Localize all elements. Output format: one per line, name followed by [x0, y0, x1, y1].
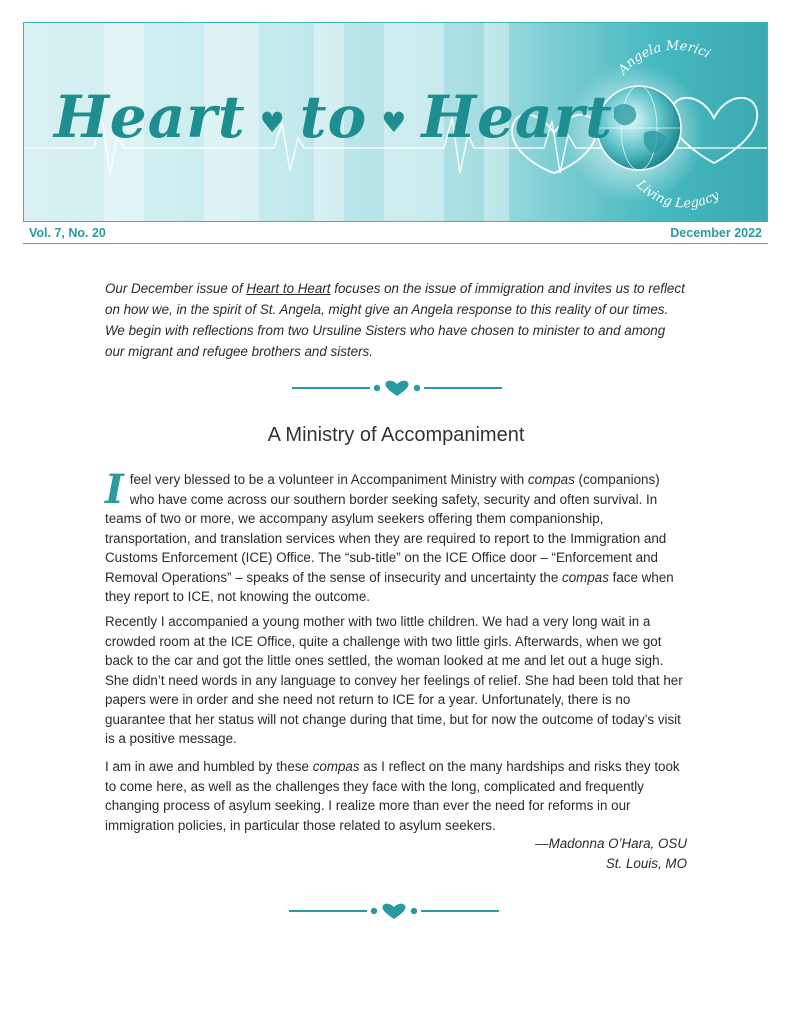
- p1-text-b: (companions) who have come across our southern border seeking safety, security and often survival. In teams of two or more, we accompany asylum seekers offering them companionship, transportation, and translation services when they are required to report to the Immigration and Customs Enforcement (ICE) Office. The “sub-title” on the ICE Office door – “Enforcement and Removal Operations” – speaks of the sense of insecurity and uncertainty the: [105, 472, 667, 585]
- article-title: A Ministry of Accompaniment: [267, 424, 525, 446]
- author-signature: [535, 834, 687, 874]
- heart-icon: ♥: [259, 105, 286, 139]
- article-paragraph-3: [105, 757, 687, 835]
- signature-place: St. Louis, MO: [605, 856, 687, 871]
- newsletter-title: [54, 83, 613, 151]
- masthead-banner: [23, 22, 768, 222]
- p1-text-a: feel very blessed to be a volunteer in Accompaniment Ministry with: [129, 472, 528, 487]
- intro-title-link: Heart to Heart: [246, 281, 331, 296]
- title-word-heart-2: Heart: [421, 83, 613, 151]
- volume-number: Vol. 7, No. 20: [29, 226, 106, 240]
- heart-icon: [382, 904, 405, 919]
- banner-arc-bottom-text: Living Legacy: [632, 177, 722, 212]
- article-paragraph-1: [105, 466, 687, 607]
- signature-name: —Madonna O’Hara, OSU: [535, 836, 687, 851]
- p3-text-b: as I reflect on the many hardships and risks they took to come here, as well as the challenges they face with the long, complicated and frequently changing process of asylum seeking. I realize more than ever the need for reforms in our immigration policies, in particular those related to asylum seekers.: [105, 759, 680, 833]
- drop-cap: I: [105, 466, 124, 513]
- p1-emphasis-2: compas: [562, 569, 609, 585]
- p3-emphasis: compas: [312, 759, 360, 774]
- article-paragraph-2: Recently I accompanied a young mother with two little children. We had a very long wait in a crowded room at the ICE Office, quite a challenge with two little girls. Afterwards, when we got back to the car and got the little ones settled, the woman looked at me and let out a huge sigh. She didn’t need words in any language to convey her feelings of relief. She had been told that her papers were in order and she need not return to ICE for a year. Unfortunately, there is no guarantee that her status will not change during that time, but for now the outcome of today’s visit is a positive message.: [105, 614, 683, 746]
- section-divider: [292, 378, 502, 398]
- title-word-to: to: [299, 83, 368, 151]
- heart-icon: ♥: [381, 105, 408, 139]
- intro-paragraph: [105, 278, 687, 362]
- p1-text-c: face when they report to ICE, not knowing the outcome.: [105, 569, 674, 604]
- section-divider-bottom: [289, 901, 499, 921]
- issue-info-bar: [23, 224, 768, 244]
- intro-text-after: focuses on the issue of immigration and invites us to reflect on how we, in the spirit of St. Angela, might give an Angela response to this reality of our times. We begin with reflections from two Ursuline Sisters who have chosen to minister to and among our migrant and refugee brothers and sisters.: [105, 281, 685, 359]
- banner-arc-top-text: Angela Merici: [615, 38, 713, 78]
- intro-text-before: Our December issue of: [105, 281, 247, 296]
- issue-date: December 2022: [670, 226, 762, 240]
- p1-emphasis-1: compas: [527, 472, 575, 487]
- heart-icon: [385, 381, 408, 396]
- p3-text-a: I am in awe and humbled by these: [105, 759, 313, 774]
- title-word-heart-1: Heart: [54, 83, 246, 151]
